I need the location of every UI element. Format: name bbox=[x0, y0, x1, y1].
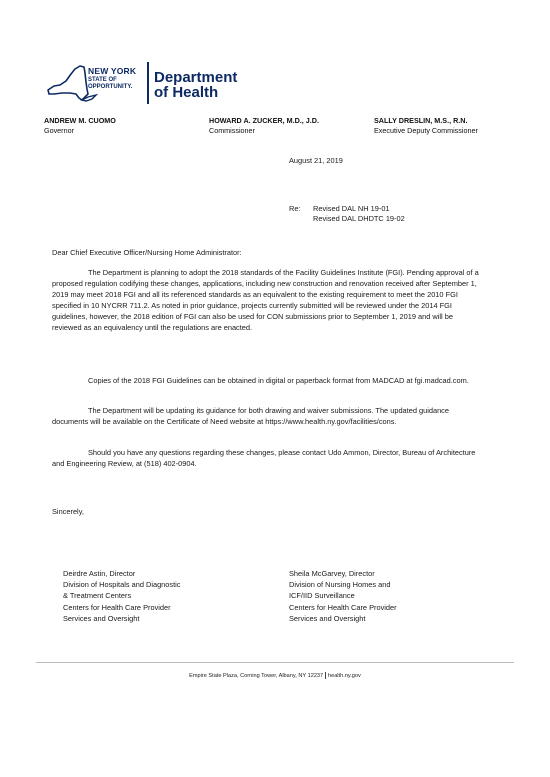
ny-line1: NEW YORK bbox=[88, 66, 137, 76]
signatory-1-line: Centers for Health Care Provider bbox=[63, 602, 171, 612]
official-title-commissioner: Commissioner bbox=[209, 126, 255, 135]
official-name-commissioner: HOWARD A. ZUCKER, M.D., J.D. bbox=[209, 116, 319, 125]
re-line2: Revised DAL DHDTC 19-02 bbox=[313, 214, 405, 223]
official-title-governor: Governor bbox=[44, 126, 74, 135]
footer bbox=[0, 672, 550, 679]
signatory-block-1 bbox=[63, 568, 181, 624]
dept-line2: of Health bbox=[154, 84, 219, 101]
logo-divider bbox=[147, 62, 149, 104]
signatory-2-line: ICF/IID Surveillance bbox=[289, 591, 355, 601]
footer-address: Empire State Plaza, Corning Tower, Albany, NY 12237 bbox=[189, 672, 324, 679]
signatory-1-line: Deirdre Astin, Director bbox=[63, 569, 136, 578]
official-name-deputy: SALLY DRESLIN, M.S., R.N. bbox=[374, 116, 468, 125]
ny-line2: STATE OF bbox=[88, 76, 117, 83]
letter-date: August 21, 2019 bbox=[289, 156, 343, 165]
re-line1: Revised DAL NH 19-01 bbox=[313, 204, 390, 213]
footer-divider bbox=[36, 662, 514, 663]
footer-website: health.ny.gov bbox=[327, 672, 361, 679]
signatory-1-line: & Treatment Centers bbox=[63, 591, 132, 601]
department-of-health-wordmark bbox=[154, 70, 237, 100]
signatory-1-line: Services and Oversight bbox=[63, 613, 140, 623]
body-paragraph-2: Copies of the 2018 FGI Guidelines can be obtained in digital or paperback format from MADCAD at fgi.madcad.com. bbox=[88, 376, 469, 385]
official-title-deputy: Executive Deputy Commissioner bbox=[374, 126, 478, 135]
signatory-2-line: Division of Nursing Homes and bbox=[289, 580, 391, 590]
signatory-2-line: Centers for Health Care Provider bbox=[289, 602, 397, 612]
nys-wordmark bbox=[88, 67, 136, 90]
signatory-1-line: Division of Hospitals and Diagnostic bbox=[63, 580, 181, 590]
dept-line1: Department bbox=[154, 69, 238, 86]
re-label: Re: bbox=[289, 204, 301, 213]
official-name-governor: ANDREW M. CUOMO bbox=[44, 116, 116, 125]
body-paragraph-4: Should you have any questions regarding these changes, please contact Udo Ammon, Director, Bureau of Architecture and Engineering Review, at (518) 402-0904. bbox=[52, 448, 476, 468]
signatory-2-line: Sheila McGarvey, Director bbox=[289, 569, 375, 578]
body-paragraph-1: The Department is planning to adopt the 2018 standards of the Facility Guidelines Institute (FGI). Pending approval of a proposed regulation codifying these changes, applications, including new construction and renovation received after September 1, 2019 may meet 2018 FGI and all its referenced standards as an equivalent to the existing requirement to meet the 2010 FGI specified in 10 NYCRR 711.2. As noted in prior guidance, projects currently submitted will be reviewed under the 2014 FGI guidelines, however, the 2018 edition of FGI can also be used for CON submissions prior to September 1, 2019 and will be reviewed as an equivalency until the regulations are enacted. bbox=[52, 268, 479, 332]
closing: Sincerely, bbox=[52, 507, 84, 516]
body-paragraph-3: The Department will be updating its guidance for both drawing and waiver submissions. The updated guidance documents will be available on the Certificate of Need website at https://www.health.ny.gov/facilities/cons. bbox=[52, 406, 449, 426]
signatory-2-line: Services and Oversight bbox=[289, 613, 366, 623]
footer-separator bbox=[325, 672, 326, 679]
signatory-block-2 bbox=[289, 568, 397, 624]
ny-line3: OPPORTUNITY. bbox=[88, 83, 133, 90]
salutation: Dear Chief Executive Officer/Nursing Home Administrator: bbox=[52, 248, 242, 257]
